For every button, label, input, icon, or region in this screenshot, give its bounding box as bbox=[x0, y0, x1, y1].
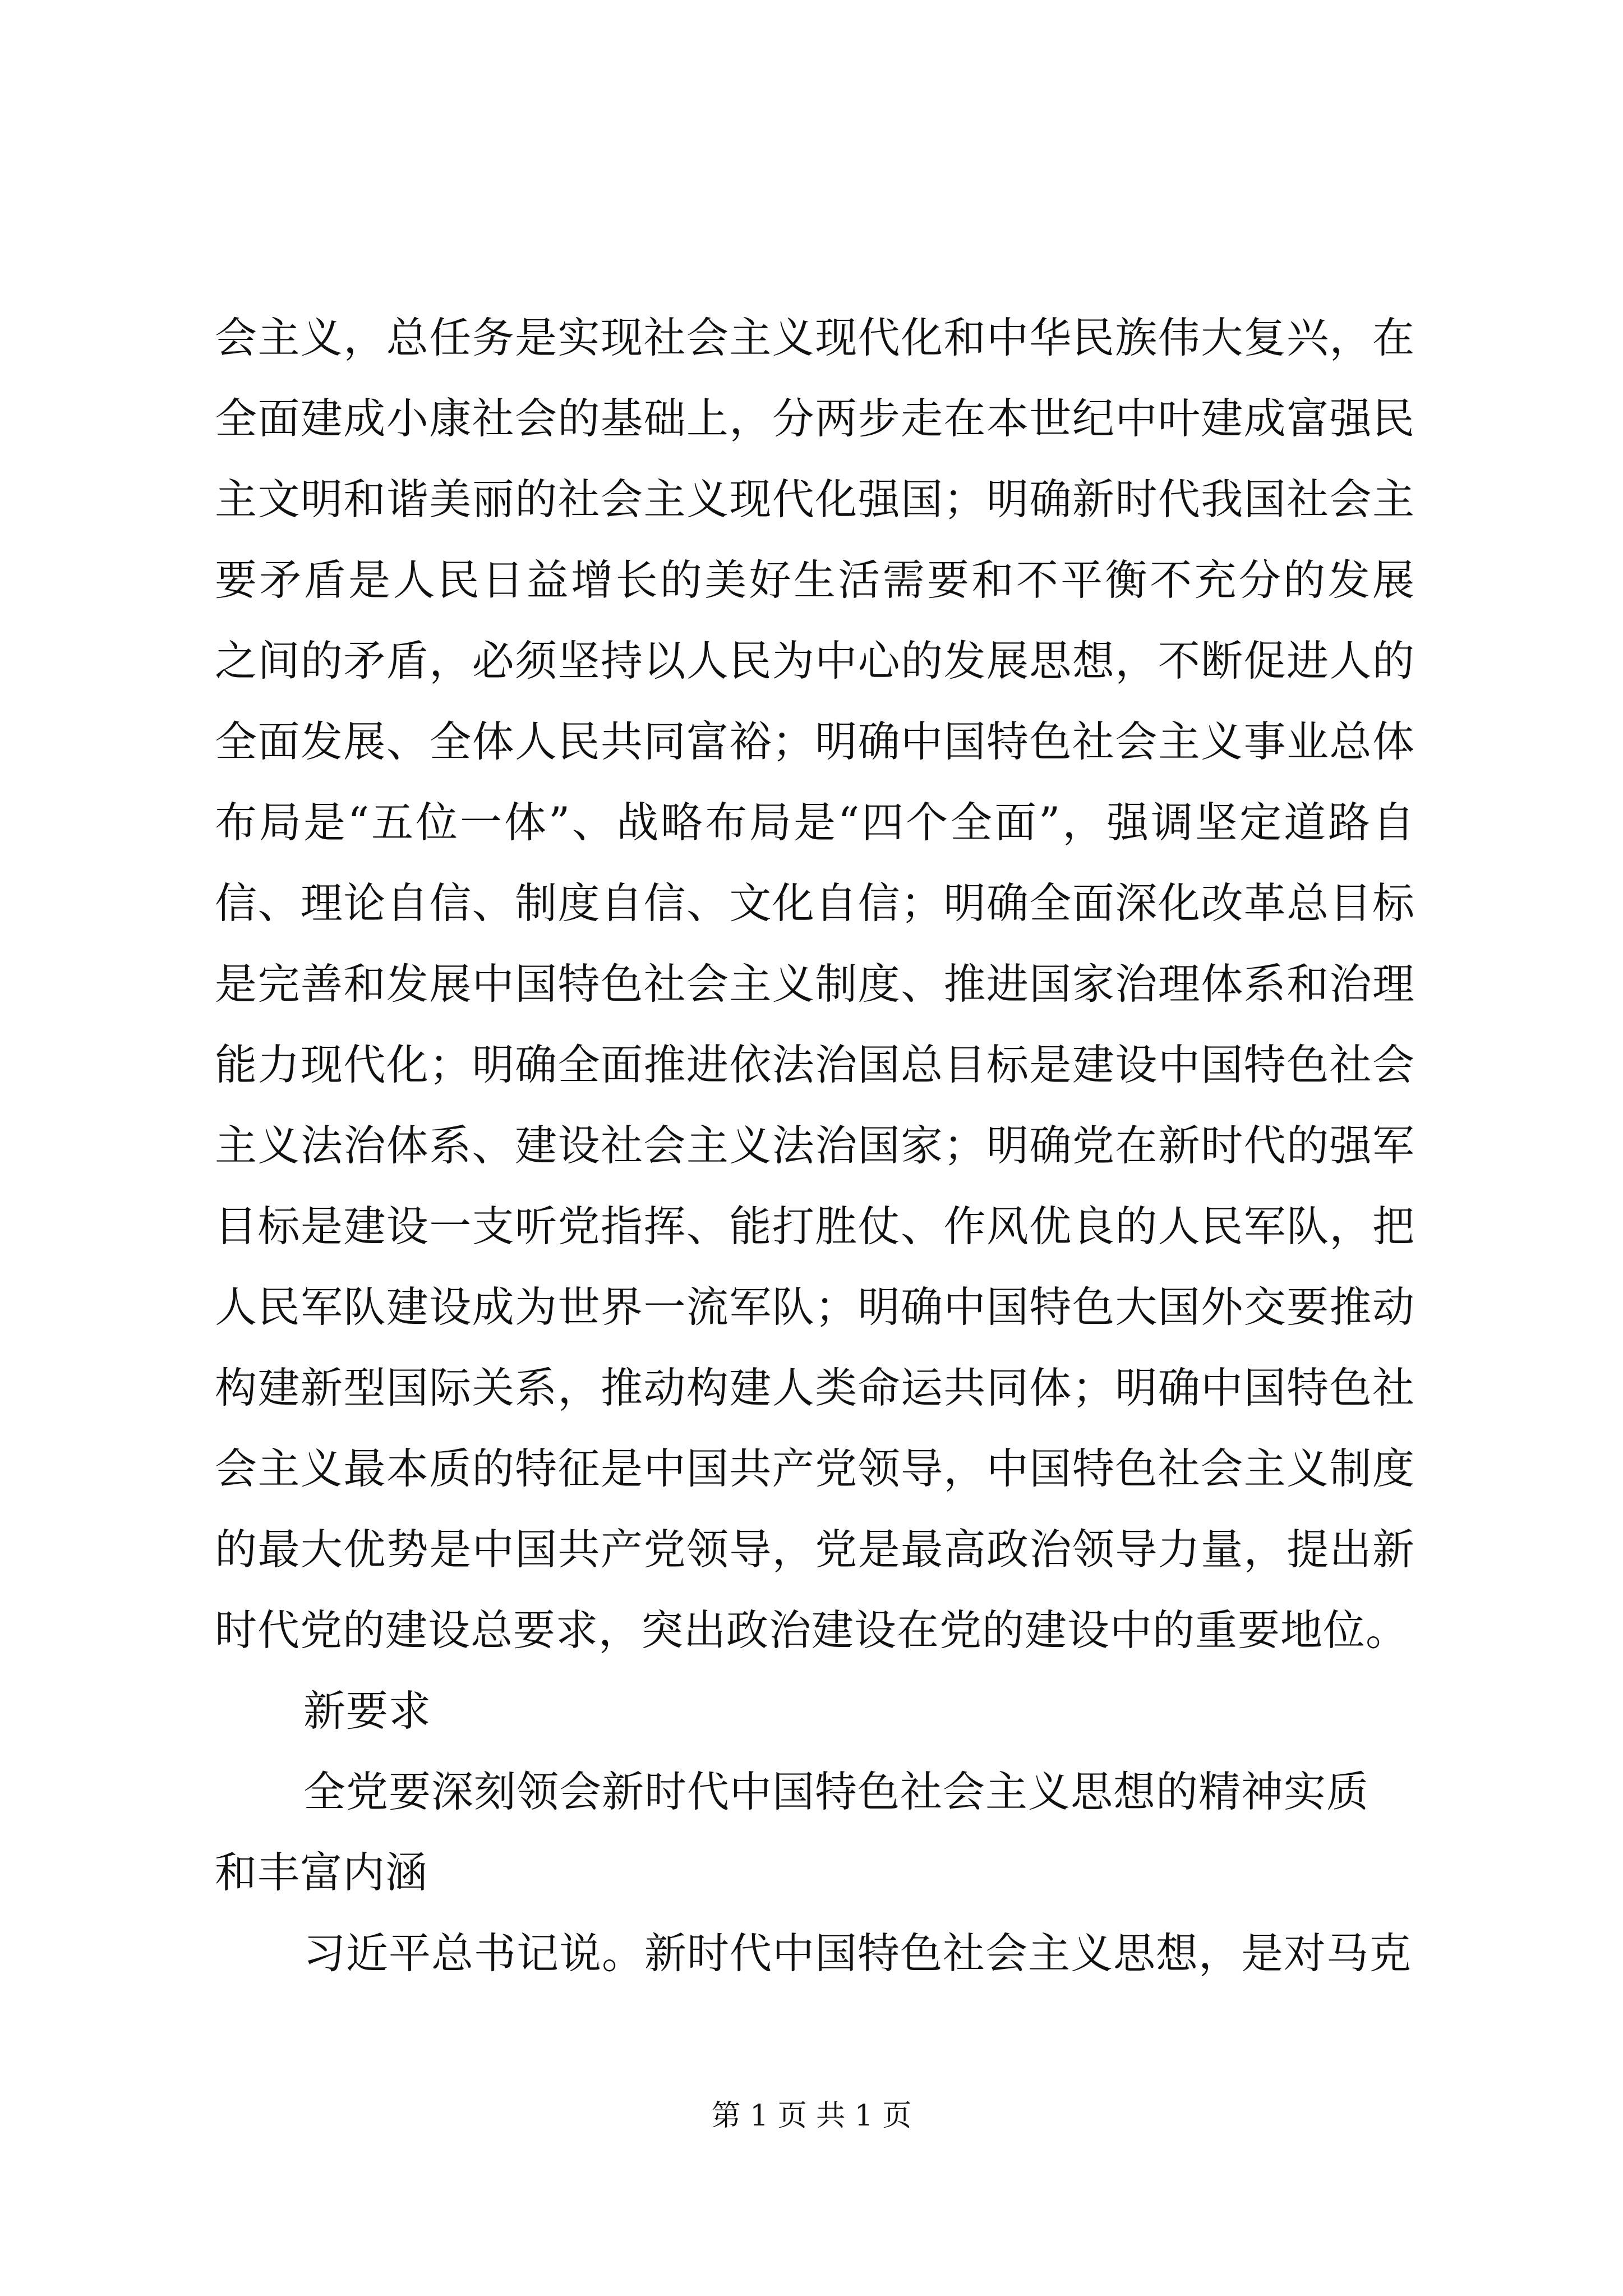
body-line: 构建新型国际关系，推动构建人类命运共同体；明确中国特色社 bbox=[215, 1363, 1415, 1412]
body-line: 习近平总书记说。新时代中国特色社会主义思想，是对马克 bbox=[303, 1929, 1412, 1978]
subheading-line: 全党要深刻领会新时代中国特色社会主义思想的精神实质 bbox=[303, 1767, 1370, 1816]
body-line: 是完善和发展中国特色社会主义制度、推进国家治理体系和治理 bbox=[215, 959, 1415, 1009]
body-line: 目标是建设一支听党指挥、能打胜仗、作风优良的人民军队，把 bbox=[215, 1202, 1415, 1251]
body-line: 人民军队建设成为世界一流军队；明确中国特色大国外交要推动 bbox=[215, 1282, 1415, 1332]
section-heading: 新要求 bbox=[303, 1686, 432, 1736]
body-line: 的最大优势是中国共产党领导，党是最高政治领导力量，提出新 bbox=[215, 1525, 1415, 1574]
body-line: 会主义，总任务是实现社会主义现代化和中华民族伟大复兴，在 bbox=[215, 313, 1415, 362]
body-line: 时代党的建设总要求，突出政治建设在党的建设中的重要地位。 bbox=[215, 1605, 1409, 1655]
document-body bbox=[215, 297, 1415, 1994]
body-line: 要矛盾是人民日益增长的美好生活需要和不平衡不充分的发展 bbox=[215, 555, 1415, 605]
subheading-line: 和丰富内涵 bbox=[215, 1848, 428, 1897]
body-line: 主义法治体系、建设社会主义法治国家；明确党在新时代的强军 bbox=[215, 1121, 1415, 1170]
body-line: 之间的矛盾，必须坚持以人民为中心的发展思想，不断促进人的 bbox=[215, 636, 1415, 685]
body-line: 布局是“五位一体”、战略布局是“四个全面”，强调坚定道路自 bbox=[215, 798, 1415, 847]
body-line: 信、理论自信、制度自信、文化自信；明确全面深化改革总目标 bbox=[215, 878, 1415, 928]
body-line: 会主义最本质的特征是中国共产党领导，中国特色社会主义制度 bbox=[215, 1444, 1415, 1493]
page-number: 第 1 页 共 1 页 bbox=[711, 2099, 912, 2133]
body-line: 能力现代化；明确全面推进依法治国总目标是建设中国特色社会 bbox=[215, 1040, 1415, 1089]
body-line: 主文明和谐美丽的社会主义现代化强国；明确新时代我国社会主 bbox=[215, 475, 1415, 524]
body-line: 全面建成小康社会的基础上，分两步走在本世纪中叶建成富强民 bbox=[215, 394, 1415, 443]
body-line: 全面发展、全体人民共同富裕；明确中国特色社会主义事业总体 bbox=[215, 717, 1415, 766]
